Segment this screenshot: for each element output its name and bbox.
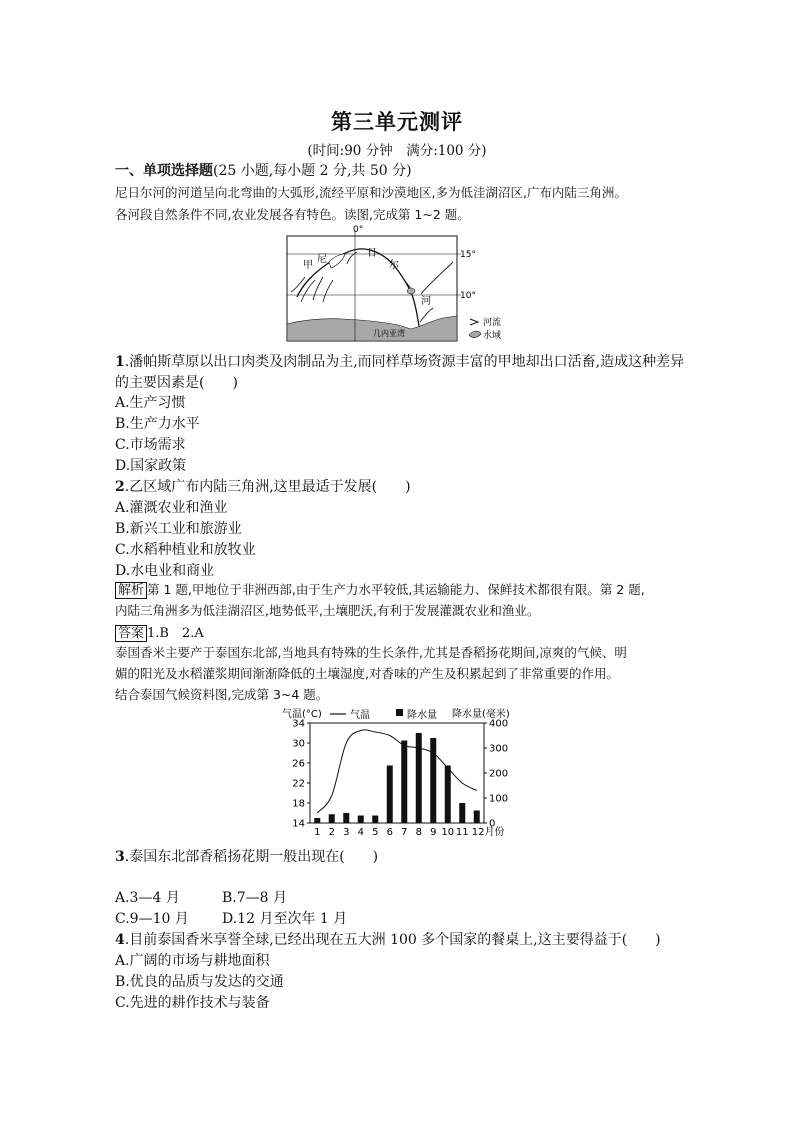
question-2-text: .乙区域广布内陆三角洲,这里最适于发展( ) xyxy=(124,479,411,495)
map-label-he: 河 xyxy=(421,296,431,307)
x-tick-label: 3 xyxy=(343,827,350,838)
q2-option-d[interactable]: D.水电业和商业 xyxy=(115,563,215,579)
q3-option-a[interactable]: A.3—4 月 xyxy=(115,890,180,906)
y-left-tick-label: 18 xyxy=(292,798,305,810)
intro-2-line-1: 泰国香米主要产于泰国东北部,当地具有特殊的生长条件,尤其是香稻扬花期间,凉爽的气候、明 xyxy=(115,645,627,660)
q3-option-b[interactable]: B.7—8 月 xyxy=(222,890,288,906)
question-2-number: 2 xyxy=(115,479,125,495)
page-title: 第三单元测评 xyxy=(331,109,463,134)
map-longitude-label: 0° xyxy=(353,225,364,235)
precipitation-bar xyxy=(474,811,480,824)
precipitation-bar xyxy=(459,803,465,823)
q3-option-c[interactable]: C.9—10 月 xyxy=(115,911,189,927)
q1-option-a[interactable]: A.生产习惯 xyxy=(115,395,186,411)
gulf-water-area xyxy=(287,316,457,341)
analysis-line-2: 内陆三角洲多为低洼湖沼区,地势低平,土壤肥沃,有利于发展灌溉农业和渔业。 xyxy=(115,603,540,618)
legend-river-symbol xyxy=(470,319,478,325)
section-note: (25 小题,每小题 2 分,共 50 分) xyxy=(213,163,412,179)
y-right-tick-label: 100 xyxy=(489,793,509,805)
map-label-er: 尔 xyxy=(389,260,399,271)
precipitation-bar xyxy=(358,816,364,824)
intro-1-line-1: 尼日尔河的河道呈向北弯曲的大弧形,流经平原和沙漠地区,多为低洼湖沼区,广布内陆三角洲。 xyxy=(115,185,627,200)
q1-option-b[interactable]: B.生产力水平 xyxy=(115,416,200,432)
y-left-tick-label: 14 xyxy=(292,818,305,830)
section-title: 一、单项选择题 xyxy=(115,163,213,179)
question-1-text-2: 的主要因素是( ) xyxy=(115,375,238,391)
x-tick-label: 6 xyxy=(386,827,393,838)
x-tick-label: 5 xyxy=(372,827,379,838)
q1-option-d[interactable]: D.国家政策 xyxy=(115,458,187,474)
niger-river xyxy=(297,249,419,326)
chart-ylabel-right: 降水量(毫米) xyxy=(452,709,510,720)
analysis-line-1 xyxy=(115,580,645,599)
y-left-tick-label: 30 xyxy=(292,738,305,750)
q4-option-c[interactable]: C.先进的耕作技术与装备 xyxy=(115,995,270,1011)
map-latitude-10: 10° xyxy=(460,291,476,301)
question-4 xyxy=(115,929,661,949)
precipitation-bar xyxy=(430,738,436,823)
legend-water-label: 水域 xyxy=(483,331,502,341)
question-4-number: 4 xyxy=(115,932,125,948)
x-tick-label: 4 xyxy=(357,827,364,838)
x-tick-label: 11 xyxy=(455,827,469,838)
x-tick-label: 9 xyxy=(430,827,437,838)
q4-option-a[interactable]: A.广阔的市场与耕地面积 xyxy=(115,953,270,969)
question-3 xyxy=(115,846,378,866)
x-tick-label: 1 xyxy=(314,827,321,838)
legend-line-label: 气温 xyxy=(350,710,370,721)
precipitation-bar xyxy=(416,733,422,823)
y-left-tick-label: 26 xyxy=(292,758,305,770)
y-right-tick-label: 300 xyxy=(489,743,509,755)
legend-bar-symbol xyxy=(396,709,403,716)
x-tick-label: 12月份 xyxy=(471,827,505,838)
y-left-tick-label: 34 xyxy=(292,718,305,730)
analysis-text-1: 第 1 题,甲地位于非洲西部,由于生产力水平较低,其运输能力、保鲜技术都很有限。第 2 题, xyxy=(147,582,645,597)
precipitation-bar xyxy=(445,766,451,824)
legend-river-label: 河流 xyxy=(483,318,502,328)
y-right-tick-label: 200 xyxy=(489,768,509,780)
legend-bar-label: 降水量 xyxy=(407,710,437,721)
q2-option-c[interactable]: C.水稻种植业和放牧业 xyxy=(115,542,256,558)
map-label-jia: 甲 xyxy=(303,260,313,271)
thailand-climate-chart xyxy=(268,703,518,838)
temperature-line xyxy=(317,730,477,813)
precipitation-bar xyxy=(401,741,407,824)
question-3-text: .泰国东北部香稻扬花期一般出现在( ) xyxy=(124,849,379,865)
map-latitude-15: 15° xyxy=(460,250,476,260)
q4-option-b[interactable]: B.优良的品质与发达的交通 xyxy=(115,974,284,990)
precipitation-bar xyxy=(343,813,349,823)
map-label-gulf: 几内亚湾 xyxy=(373,329,405,338)
section-heading xyxy=(115,160,412,180)
legend-water-symbol xyxy=(469,331,481,337)
precipitation-bar xyxy=(329,814,335,823)
exam-time-score: (时间:90 分钟 满分:100 分) xyxy=(307,143,487,159)
analysis-tag: 解析 xyxy=(115,582,147,599)
question-1 xyxy=(115,351,684,371)
y-right-tick-label: 0 xyxy=(489,818,496,830)
chart-plot-frame xyxy=(310,723,484,823)
precipitation-bar xyxy=(372,816,378,824)
x-tick-label: 7 xyxy=(401,827,408,838)
q2-option-a[interactable]: A.灌溉农业和渔业 xyxy=(115,500,228,516)
q1-option-c[interactable]: C.市场需求 xyxy=(115,437,186,453)
y-right-tick-label: 400 xyxy=(489,718,509,730)
x-tick-label: 2 xyxy=(328,827,335,838)
q2-option-b[interactable]: B.新兴工业和旅游业 xyxy=(115,521,242,537)
intro-1-line-2: 各河段自然条件不同,农业发展各有特色。读图,完成第 1~2 题。 xyxy=(115,207,470,222)
niger-river-map xyxy=(283,222,513,344)
intro-2-line-2: 媚的阳光及水稻灌浆期间渐渐降低的土壤湿度,对香味的产生及积累起到了非常重要的作用。 xyxy=(115,666,619,681)
chart-ylabel-left: 气温(°C) xyxy=(282,709,322,720)
map-label-ri: 日 xyxy=(367,248,377,259)
x-tick-label: 8 xyxy=(415,827,422,838)
answer-text: 1.B 2.A xyxy=(147,626,204,641)
question-4-text: .目前泰国香米享誉全球,已经出现在五大洲 100 多个国家的餐桌上,这主要得益于( ) xyxy=(124,932,661,948)
map-label-ni: 尼 xyxy=(317,254,327,265)
answer-line xyxy=(115,622,204,642)
x-tick-label: 10 xyxy=(441,827,455,838)
precipitation-bar xyxy=(314,818,320,823)
question-1-number: 1 xyxy=(115,354,125,370)
y-left-tick-label: 22 xyxy=(292,778,305,790)
precipitation-bar xyxy=(387,766,393,824)
q3-option-d[interactable]: D.12 月至次年 1 月 xyxy=(222,911,348,927)
intro-2-line-3: 结合泰国气候资料图,完成第 3~4 题。 xyxy=(115,687,329,702)
question-3-number: 3 xyxy=(115,849,125,865)
question-1-text: .潘帕斯草原以出口肉类及肉制品为主,而同样草场资源丰富的甲地却出口活畜,造成这种差异 xyxy=(124,354,685,370)
question-2 xyxy=(115,476,411,496)
answer-tag: 答案 xyxy=(115,625,147,642)
